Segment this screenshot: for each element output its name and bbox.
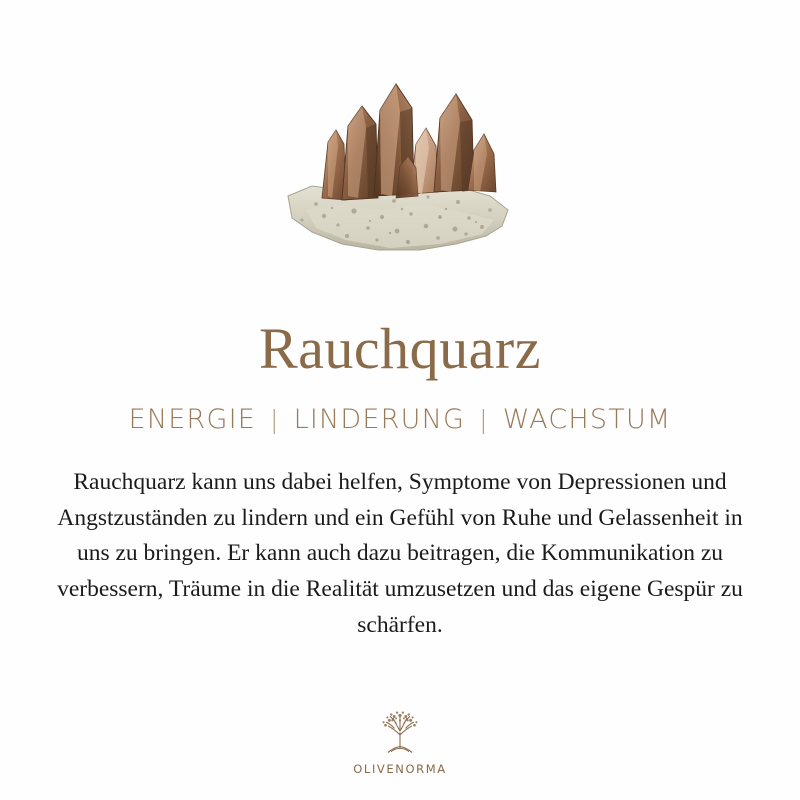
keyword-list (129, 404, 672, 435)
keyword-separator-1: | (270, 405, 280, 434)
crystal-image-area (0, 0, 800, 320)
quartz-points (322, 84, 496, 200)
tree-of-life-icon (371, 702, 429, 760)
page-title: Rauchquarz (259, 316, 541, 381)
description-text: Rauchquarz kann uns dabei helfen, Symptome von Depressionen und Angstzuständen zu lindern und ein Gefühl von Ruhe und Gelassenheit in uns zu bringen. Er kann auch dazu beitragen, die Kommunikation zu verbessern, Träume in die Realität umzusetzen und das eigene Gespür zu schärfen. (57, 469, 743, 638)
keyword-separator-2: | (479, 405, 489, 434)
keyword-energie: ENERGIE (128, 404, 256, 435)
brand-logo (330, 702, 470, 776)
smoky-quartz-cluster-image (250, 70, 550, 270)
keyword-linderung: LINDERUNG (293, 404, 466, 435)
brand-name: OLIVENORMA (353, 762, 447, 776)
keyword-wachstum: WACHSTUM (502, 404, 672, 435)
